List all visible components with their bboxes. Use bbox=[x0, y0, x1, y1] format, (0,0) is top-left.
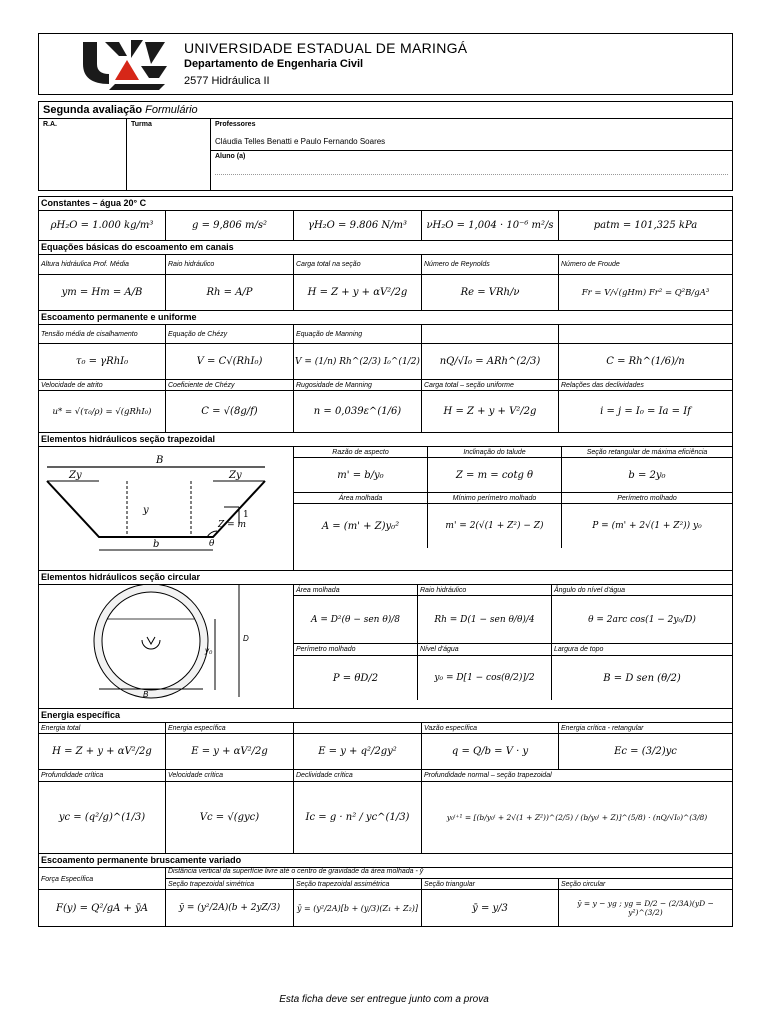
label-perimetro-circ: Perímetro molhado bbox=[294, 644, 418, 655]
aluno-label: Aluno (a) bbox=[215, 153, 246, 160]
label-B: B bbox=[156, 455, 164, 466]
eq-min-perimetro: m' = 2(√(1 + Z²) − Z) bbox=[428, 504, 562, 548]
label-blank-1 bbox=[422, 325, 559, 343]
department-name: Departamento de Engenharia Civil bbox=[184, 58, 364, 70]
trap-labels-2 bbox=[294, 493, 732, 504]
basic-labels bbox=[39, 255, 732, 275]
circle-diagram bbox=[39, 585, 294, 708]
eq-angulo: θ = 2arc cos(1 − 2y₀/D) bbox=[588, 614, 696, 625]
section-title-trapezoidal: Elementos hidráulicos seção trapezoidal bbox=[39, 433, 732, 447]
label-vel-critica: Velocidade crítica bbox=[166, 770, 294, 781]
eq-triangular: ȳ = y/3 bbox=[422, 890, 559, 926]
energy-labels-1 bbox=[39, 723, 732, 734]
label-D: D bbox=[243, 634, 249, 643]
label-area-circ: Área molhada bbox=[294, 585, 418, 595]
eq-area-trap: A = (m' + Z)y₀² bbox=[294, 504, 428, 548]
constant-patm: patm = 101,325 kPa bbox=[593, 220, 698, 231]
label-trap-assimetrica: Seção trapezoidal assimétrica bbox=[294, 879, 422, 889]
label-y: y bbox=[143, 505, 149, 516]
eq-trap-assimetrica: ȳ = (y²/2A)[b + (y/3)(Z₁ + Z₂)] bbox=[294, 890, 422, 926]
eq-area-circ: A = D²(θ − sen θ)/8 bbox=[294, 596, 418, 643]
eq-perimetro-circ: P = θD/2 bbox=[294, 656, 418, 700]
section-title-basic: Equações básicas do escoamento em canais bbox=[39, 241, 732, 255]
label-razao: Razão de aspecto bbox=[294, 447, 428, 457]
circ-labels-1 bbox=[294, 585, 732, 596]
label-perimetro-trap: Perímetro molhado bbox=[617, 494, 677, 502]
label-theta: θ bbox=[209, 539, 215, 549]
university-name: UNIVERSIDADE ESTADUAL DE MARINGÁ bbox=[184, 40, 468, 56]
energy-eqs-2 bbox=[39, 782, 732, 854]
eq-chezy: V = C√(RhI₀) bbox=[166, 344, 294, 379]
label-raio-circ: Raio hidráulico bbox=[418, 585, 552, 595]
eq-declividades: i = j = I₀ = Ia = If bbox=[600, 406, 691, 417]
eq-reynolds: Re = VRh/ν bbox=[422, 275, 559, 310]
energy-labels-2 bbox=[39, 770, 732, 782]
eq-energia-critica: Ec = (3/2)yc bbox=[614, 746, 677, 757]
exam-title bbox=[39, 102, 732, 119]
eq-tensao: τ₀ = γRhI₀ bbox=[39, 344, 166, 379]
uniform-eqs-2 bbox=[39, 391, 732, 433]
label-manning: Equação de Manning bbox=[294, 325, 422, 343]
label-chezy: Equação de Chézy bbox=[166, 325, 294, 343]
label-zy-right: Zy bbox=[229, 470, 242, 481]
label-froude: Número de Froude bbox=[561, 261, 620, 268]
uniform-labels-2 bbox=[39, 380, 732, 391]
eq-vazao-especifica: q = Q/b = V · y bbox=[422, 734, 559, 769]
energy-eqs-1 bbox=[39, 734, 732, 770]
label-prof-critica: Profundidade crítica bbox=[39, 770, 166, 781]
aluno-field[interactable] bbox=[211, 150, 732, 190]
eq-razao: m' = b/y₀ bbox=[294, 458, 428, 492]
label-area-trap: Área molhada bbox=[294, 493, 428, 503]
formulas-table bbox=[38, 196, 733, 927]
trap-eqs-2 bbox=[294, 504, 732, 548]
ra-field[interactable] bbox=[39, 119, 127, 190]
eq-prof-normal: y₀ⁱ⁺¹ = [(b/y₀ⁱ + 2√(1 + Z²))^(2/5) / (b/y₀ⁱ + Z)]^(5/8) · (nQ/√I₀)^(3/8) bbox=[446, 813, 708, 822]
eq-coef-chezy: C = √(8g/f) bbox=[166, 391, 294, 432]
exam-info-box bbox=[38, 101, 733, 191]
circle-svg bbox=[39, 585, 293, 703]
label-reynolds: Número de Reynolds bbox=[422, 255, 559, 274]
label-decl-critica: Declividade crítica bbox=[294, 770, 422, 781]
circ-eqs-1 bbox=[294, 596, 732, 644]
eq-inclinacao: Z = m = cotg θ bbox=[428, 458, 562, 492]
uniform-labels-1 bbox=[39, 325, 732, 344]
eq-raio: Rh = A/P bbox=[166, 275, 294, 310]
label-energia-especifica: Energia específica bbox=[166, 723, 294, 733]
circ-eqs-2 bbox=[294, 656, 732, 700]
section-title-uniform: Escoamento permanente e uniforme bbox=[39, 311, 732, 325]
varied-block bbox=[39, 868, 732, 926]
varied-labels bbox=[166, 879, 732, 890]
label-coef-chezy: Coeficiente de Chézy bbox=[166, 380, 294, 390]
label-carga-uniforme: Carga total – seção uniforme bbox=[422, 380, 559, 390]
turma-label: Turma bbox=[131, 121, 152, 128]
constant-nu: νH₂O = 1,004 · 10⁻⁶ m²/s bbox=[422, 211, 559, 240]
section-title-energy: Energia específica bbox=[39, 709, 732, 723]
eq-energia-q: E = y + q²/2gy² bbox=[294, 734, 422, 769]
label-triangular: Seção triangular bbox=[422, 879, 559, 889]
label-blank-energy bbox=[294, 723, 422, 733]
eq-vel-atrito: u* = √(τ₀/ρ) = √(gRhI₀) bbox=[39, 391, 166, 432]
eq-nivel: y₀ = D[1 − cos(θ/2)]/2 bbox=[418, 656, 552, 700]
trapezoid-svg bbox=[39, 447, 293, 565]
uem-logo-icon bbox=[79, 36, 175, 92]
eq-largura-topo: B = D sen (θ/2) bbox=[603, 672, 681, 684]
formula-sheet bbox=[38, 33, 733, 927]
label-trap-simetrica: Seção trapezoidal simétrica bbox=[166, 879, 294, 889]
label-z: Z = m bbox=[218, 520, 247, 530]
label-vel-atrito: Velocidade de atrito bbox=[39, 380, 166, 390]
eq-energia-especifica: E = y + αV²/2g bbox=[166, 734, 294, 769]
circular-block bbox=[39, 585, 732, 709]
section-title-constants: Constantes – água 20° C bbox=[39, 197, 732, 211]
label-max-eficiencia: Seção retangular de máxima eficiência bbox=[586, 448, 708, 456]
label-carga: Carga total na seção bbox=[294, 255, 422, 274]
label-inclinacao: Inclinação do talude bbox=[428, 447, 562, 457]
professores-label: Professores bbox=[215, 121, 256, 128]
eq-rugosidade: n = 0,039ε^(1/6) bbox=[294, 391, 422, 432]
label-vazao-especifica: Vazão específica bbox=[422, 723, 559, 733]
label-distancia: Distância vertical da superfície livre até o centro de gravidade da área molhada - ȳ bbox=[166, 868, 732, 879]
label-zy-left: Zy bbox=[69, 470, 82, 481]
constant-rho: ρH₂O = 1.000 kg/m³ bbox=[39, 211, 166, 240]
label-min-perimetro: Mínimo perímetro molhado bbox=[428, 493, 562, 503]
trap-labels-1 bbox=[294, 447, 732, 458]
exam-title-main: Segunda avaliação bbox=[43, 104, 143, 116]
label-largura-topo: Largura de topo bbox=[554, 646, 604, 653]
exam-fields bbox=[39, 119, 732, 190]
label-B-circ: B bbox=[143, 690, 149, 699]
eq-froude: Fr = V/√(gHm) Fr² = Q²B/gA³ bbox=[581, 287, 710, 298]
label-forca: Força Específica bbox=[39, 868, 165, 890]
turma-field[interactable] bbox=[127, 119, 211, 190]
eq-forca: F(y) = Q²/gA + ȳA bbox=[56, 902, 148, 914]
circle-formulas bbox=[294, 585, 732, 708]
header bbox=[38, 33, 733, 95]
eq-manning: V = (1/n) Rh^(2/3) I₀^(1/2) bbox=[294, 344, 422, 379]
label-energia-critica: Energia crítica - retangular bbox=[561, 724, 644, 732]
label-declividades: Relações das declividades bbox=[561, 381, 644, 389]
basic-eqs bbox=[39, 275, 732, 311]
force-column bbox=[39, 868, 166, 926]
label-angulo: Ângulo do nível d'água bbox=[554, 586, 626, 594]
footer-note: Esta ficha deve ser entregue junto com a prova bbox=[279, 994, 489, 1005]
eq-carga-uniforme: H = Z + y + V²/2g bbox=[422, 391, 559, 432]
circ-labels-2 bbox=[294, 644, 732, 656]
label-altura: Altura hidráulica Prof. Média bbox=[39, 255, 166, 274]
ra-label: R.A. bbox=[43, 121, 57, 128]
label-rugosidade: Rugosidade de Manning bbox=[294, 380, 422, 390]
varied-eqs bbox=[166, 890, 732, 926]
label-y0: y₀ bbox=[205, 646, 213, 655]
eq-carga: H = Z + y + αV²/2g bbox=[294, 275, 422, 310]
eq-trap-simetrica: ȳ = (y²/2A)(b + 2yZ/3) bbox=[166, 890, 294, 926]
label-nivel: Nível d'água bbox=[418, 644, 552, 655]
trapezoid-formulas bbox=[294, 447, 732, 570]
trapezoid-diagram bbox=[39, 447, 294, 570]
label-energia-total: Energia total bbox=[39, 723, 166, 733]
course-name: 2577 Hidráulica II bbox=[184, 75, 270, 87]
label-blank-2 bbox=[559, 325, 732, 343]
professores-names: Cláudia Telles Benatti e Paulo Fernando Soares bbox=[215, 137, 386, 146]
label-circular: Seção circular bbox=[561, 880, 606, 888]
eq-raio-circ: Rh = D(1 − sen θ/θ)/4 bbox=[418, 596, 552, 643]
eq-prof-critica: yc = (q²/g)^(1/3) bbox=[39, 782, 166, 853]
constants-row bbox=[39, 211, 732, 241]
label-prof-normal: Profundidade normal – seção trapezoidal bbox=[424, 772, 552, 779]
trapezoidal-block bbox=[39, 447, 732, 571]
eq-altura: ym = Hm = A/B bbox=[39, 275, 166, 310]
eq-circular: ȳ = y − yg ; yg = D/2 − (2/3A)(yD − y²)^(3/2) bbox=[577, 899, 714, 917]
aluno-dotted-line bbox=[215, 174, 728, 175]
eq-perimetro-trap: P = (m' + 2√(1 + Z²)) y₀ bbox=[592, 521, 702, 531]
label-raio: Raio hidráulico bbox=[166, 255, 294, 274]
eq-max-eficiencia: b = 2y₀ bbox=[628, 469, 666, 481]
section-title-circular: Elementos hidráulicos seção circular bbox=[39, 571, 732, 585]
eq-chezy-manning: C = Rh^(1/6)/n bbox=[606, 356, 685, 367]
trap-eqs-1 bbox=[294, 458, 732, 493]
uniform-eqs-1 bbox=[39, 344, 732, 380]
label-tensao: Tensão média de cisalhamento bbox=[39, 325, 166, 343]
constant-gamma: γH₂O = 9.806 N/m³ bbox=[294, 211, 422, 240]
section-title-varied: Escoamento permanente bruscamente variado bbox=[39, 854, 732, 868]
centroid-column bbox=[166, 868, 732, 926]
eq-manning-q: nQ/√I₀ = ARh^(2/3) bbox=[422, 344, 559, 379]
eq-energia-total: H = Z + y + αV²/2g bbox=[39, 734, 166, 769]
constant-g: g = 9,806 m/s² bbox=[166, 211, 294, 240]
professores-field bbox=[211, 119, 732, 190]
label-b: b bbox=[153, 539, 160, 550]
exam-title-sub: Formulário bbox=[145, 104, 198, 116]
eq-decl-critica: Ic = g · n² / yc^(1/3) bbox=[294, 782, 422, 853]
eq-vel-critica: Vc = √(gyc) bbox=[166, 782, 294, 853]
label-one: 1 bbox=[243, 510, 249, 520]
